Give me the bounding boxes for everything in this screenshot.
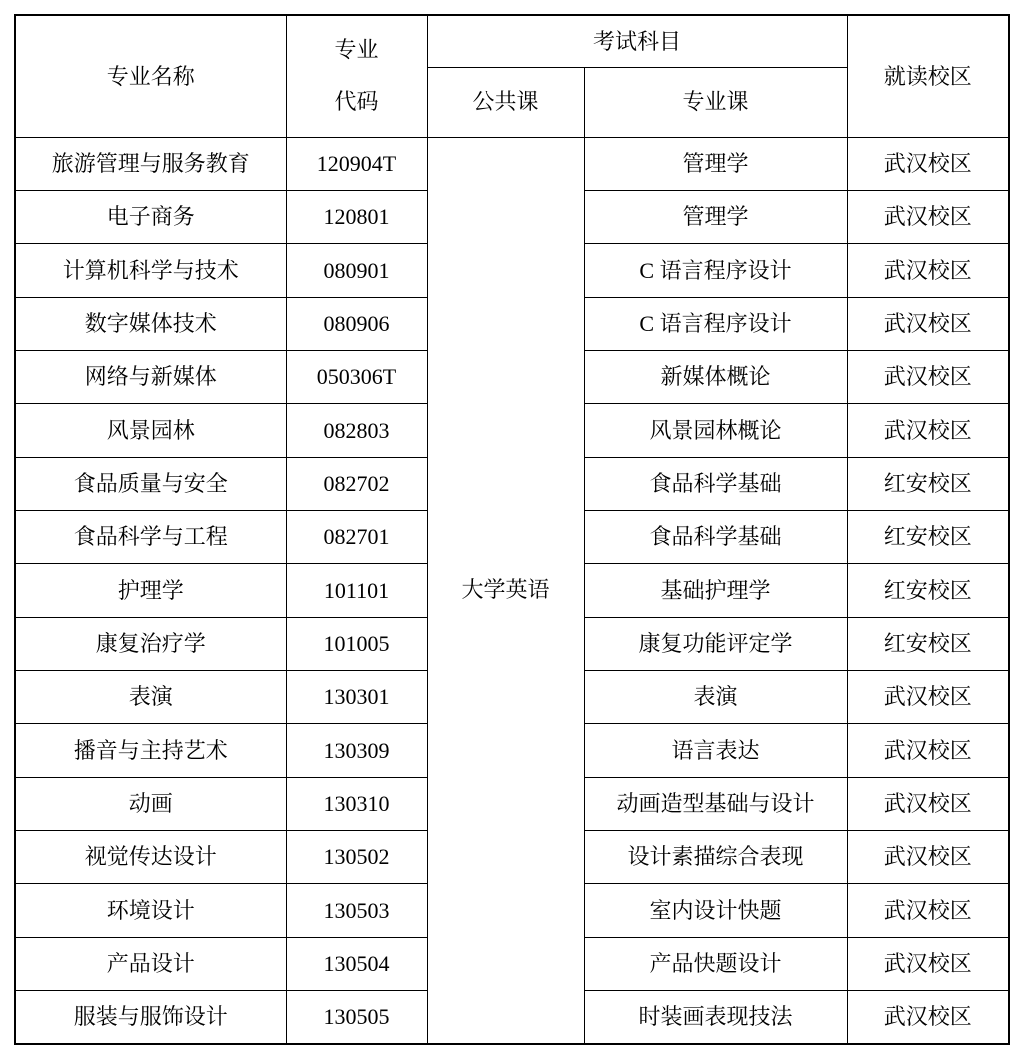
- campus-cell: 红安校区: [847, 564, 1009, 617]
- campus-cell: 武汉校区: [847, 190, 1009, 243]
- professional-course-cell: 风景园林概论: [584, 404, 847, 457]
- major-name-cell: 护理学: [15, 564, 286, 617]
- table-header: [15, 15, 1009, 137]
- header-major-code-line2: 代码: [334, 89, 379, 115]
- professional-course-cell: 动画造型基础与设计: [584, 777, 847, 830]
- major-code-cell: 082701: [286, 510, 427, 563]
- professional-course-cell: 管理学: [584, 190, 847, 243]
- professional-course-cell: 新媒体概论: [584, 350, 847, 403]
- major-code-cell: 120904T: [286, 137, 427, 190]
- campus-cell: 红安校区: [847, 510, 1009, 563]
- campus-cell: 红安校区: [847, 457, 1009, 510]
- major-code-cell: 130309: [286, 724, 427, 777]
- major-name-cell: 电子商务: [15, 190, 286, 243]
- header-public-course: 公共课: [427, 67, 584, 137]
- major-code-cell: 080901: [286, 244, 427, 297]
- campus-cell: 武汉校区: [847, 724, 1009, 777]
- major-code-cell: 101005: [286, 617, 427, 670]
- majors-exam-schedule-table: [14, 14, 1010, 1045]
- campus-cell: 武汉校区: [847, 884, 1009, 937]
- major-code-cell: 050306T: [286, 350, 427, 403]
- major-code-cell: 120801: [286, 190, 427, 243]
- major-name-cell: 视觉传达设计: [15, 830, 286, 883]
- campus-cell: 武汉校区: [847, 777, 1009, 830]
- campus-cell: 武汉校区: [847, 404, 1009, 457]
- header-row-1: [15, 15, 1009, 67]
- professional-course-cell: 食品科学基础: [584, 457, 847, 510]
- campus-cell: 武汉校区: [847, 670, 1009, 723]
- campus-cell: 红安校区: [847, 617, 1009, 670]
- professional-course-cell: 语言表达: [584, 724, 847, 777]
- header-major-code: [286, 15, 427, 137]
- professional-course-cell: C 语言程序设计: [584, 244, 847, 297]
- major-code-cell: 130301: [286, 670, 427, 723]
- major-code-cell: 130503: [286, 884, 427, 937]
- major-code-cell: 101101: [286, 564, 427, 617]
- major-name-cell: 食品科学与工程: [15, 510, 286, 563]
- major-name-cell: 计算机科学与技术: [15, 244, 286, 297]
- professional-course-cell: 表演: [584, 670, 847, 723]
- major-name-cell: 食品质量与安全: [15, 457, 286, 510]
- major-name-cell: 环境设计: [15, 884, 286, 937]
- professional-course-cell: 设计素描综合表现: [584, 830, 847, 883]
- header-major-name: 专业名称: [15, 15, 286, 137]
- professional-course-cell: 管理学: [584, 137, 847, 190]
- header-major-code-line1: 专业: [334, 37, 379, 63]
- professional-course-cell: 室内设计快题: [584, 884, 847, 937]
- campus-cell: 武汉校区: [847, 244, 1009, 297]
- major-name-cell: 动画: [15, 777, 286, 830]
- header-campus: 就读校区: [847, 15, 1009, 137]
- major-code-cell: 080906: [286, 297, 427, 350]
- professional-course-cell: C 语言程序设计: [584, 297, 847, 350]
- major-code-cell: 082803: [286, 404, 427, 457]
- professional-course-cell: 食品科学基础: [584, 510, 847, 563]
- major-code-cell: 130505: [286, 991, 427, 1044]
- table-row: [15, 137, 1009, 190]
- major-code-cell: 130504: [286, 937, 427, 990]
- campus-cell: 武汉校区: [847, 350, 1009, 403]
- campus-cell: 武汉校区: [847, 830, 1009, 883]
- header-major-code-stack: [287, 39, 427, 113]
- header-exam-subjects: 考试科目: [427, 15, 847, 67]
- campus-cell: 武汉校区: [847, 991, 1009, 1044]
- major-name-cell: 康复治疗学: [15, 617, 286, 670]
- major-name-cell: 数字媒体技术: [15, 297, 286, 350]
- major-name-cell: 风景园林: [15, 404, 286, 457]
- major-code-cell: 130310: [286, 777, 427, 830]
- major-name-cell: 播音与主持艺术: [15, 724, 286, 777]
- major-name-cell: 服装与服饰设计: [15, 991, 286, 1044]
- major-code-cell: 130502: [286, 830, 427, 883]
- major-name-cell: 网络与新媒体: [15, 350, 286, 403]
- professional-course-cell: 产品快题设计: [584, 937, 847, 990]
- campus-cell: 武汉校区: [847, 937, 1009, 990]
- professional-course-cell: 基础护理学: [584, 564, 847, 617]
- major-name-cell: 旅游管理与服务教育: [15, 137, 286, 190]
- major-name-cell: 表演: [15, 670, 286, 723]
- table-body: [15, 137, 1009, 1044]
- campus-cell: 武汉校区: [847, 297, 1009, 350]
- major-code-cell: 082702: [286, 457, 427, 510]
- campus-cell: 武汉校区: [847, 137, 1009, 190]
- professional-course-cell: 康复功能评定学: [584, 617, 847, 670]
- header-professional-course: 专业课: [584, 67, 847, 137]
- professional-course-cell: 时装画表现技法: [584, 991, 847, 1044]
- public-course-merged-cell: 大学英语: [427, 137, 584, 1044]
- major-name-cell: 产品设计: [15, 937, 286, 990]
